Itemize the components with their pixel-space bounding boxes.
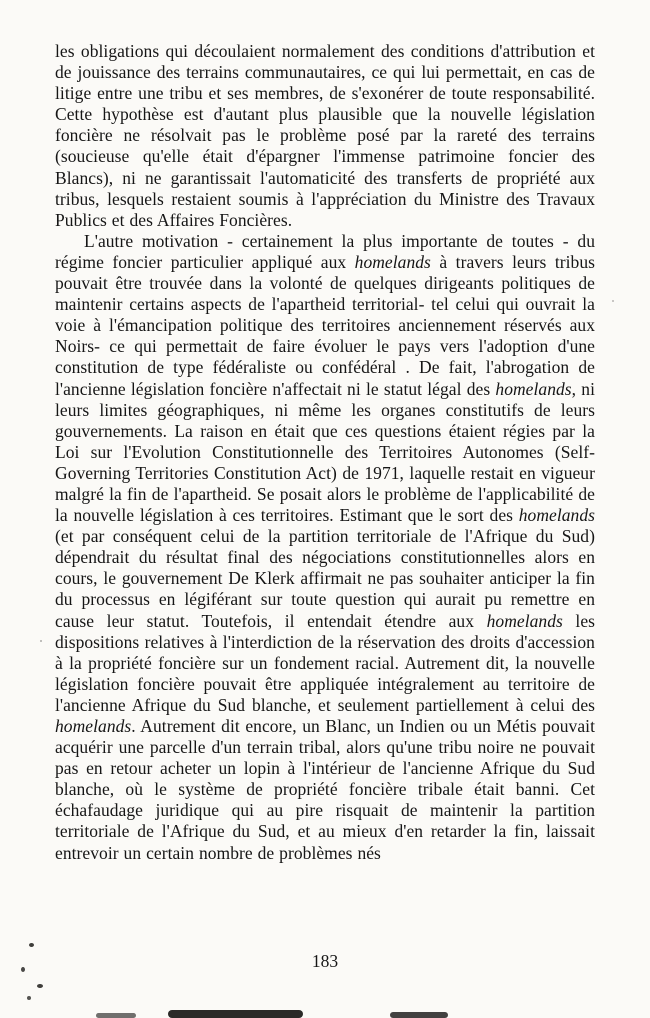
text-segment: L'autre motivation - certainement la plus importante de toutes - du régime foncier particulier appliqué aux: [55, 230, 595, 272]
ink-smudge: [96, 1013, 136, 1018]
text-segment: , ni leurs limites géographiques, ni même les organes constitutifs de leurs gouvernements. La raison en était que ces questions étaient régies par la Loi sur l'Evolution Constitutionnelle des Territoires Autonomes (Self-Governing Territories Constitution Act) de 1971, laquelle restait en vigueur malgré la fin de l'apartheid. Se posait alors le problème de l'applicabilité de la nouvelle législation à ces territoires. Estimant que le sort des: [55, 378, 595, 526]
page-number: 183: [311, 951, 339, 971]
text-segment: les dispositions relatives à l'interdiction de la réservation des droits d'accession à la propriété foncière sur un fondement racial. Autrement dit, la nouvelle législation foncière pouvait être appliquée intégralement au territoire de l'ancienne Afrique du Sud blanche, et seulement partiellement à celui des: [55, 610, 596, 715]
paragraph: [55, 231, 595, 864]
scan-speck: [37, 984, 43, 988]
italic-term: homelands: [354, 251, 431, 272]
text-segment: les obligations qui découlaient normalement des conditions d'attribution et de jouissance des terrains communautaires, ce qui lui permettait, en cas de litige entre une tribu et ses membres, de s'exonérer de toute responsabilité. Cette hypothèse est d'autant plus plausible que la nouvelle législation foncière ne résolvait pas le problème posé par la rareté des terrains (soucieuse qu'elle était d'épargner l'immense patrimoine foncier des Blancs), ni ne garantissait l'automaticité des transferts de propriété aux tribus, lesquels restaient soumis à l'appréciation du Ministre des Travaux Publics et des Affaires Foncières.: [55, 41, 595, 230]
italic-term: homelands: [55, 716, 132, 736]
italic-term: homelands: [518, 505, 595, 526]
italic-term: homelands: [486, 610, 563, 631]
scan-speck: [29, 943, 34, 947]
paragraph: [55, 41, 595, 231]
scan-speck: [612, 300, 614, 302]
scan-speck: [40, 640, 42, 642]
scan-speck: [21, 967, 25, 972]
ink-smudge: [390, 1012, 448, 1018]
ink-smudge: [168, 1010, 303, 1018]
text-segment: . Autrement dit encore, un Blanc, un Indien ou un Métis pouvait acquérir une parcelle d'un terrain tribal, alors qu'une tribu noire ne pouvait pas en retour acheter un lopin à l'intérieur de l'ancienne Afrique du Sud blanche, où le système de propriété foncière tribale était banni. Cet échafaudage juridique qui au pire risquait de maintenir la partition territoriale de l'Afrique du Sud, et au mieux d'en retarder la fin, laissait entrevoir un certain nombre de problèmes nés: [55, 716, 595, 863]
italic-term: homelands: [495, 378, 572, 399]
text-segment: à travers leurs tribus pouvait être trouvée dans la volonté de quelques dirigeants politiques de maintenir certains aspects de l'apartheid territorial- tel celui qui ouvrait la voie à l'émancipation politique des territoires anciennement réservés aux Noirs- ce qui permettait de faire évoluer le pays vers l'adoption d'une constitution de type fédéraliste ou confédéral . De fait, l'abrogation de l'ancienne législation foncière n'affectait ni le statut légal des: [55, 251, 595, 399]
text-segment: (et par conséquent celui de la partition territoriale de l'Afrique du Sud) dépendrait du résultat final des négociations constitutionnelles alors en cours, le gouvernement De Klerk affirmait ne pas souhaiter anticiper la fin du processus en légiférant sur toute question qui aurait pu remettre en cause leur statut. Toutefois, il entendait étendre aux: [55, 526, 595, 631]
page-body-text: [55, 41, 595, 864]
scan-speck: [27, 996, 31, 1000]
